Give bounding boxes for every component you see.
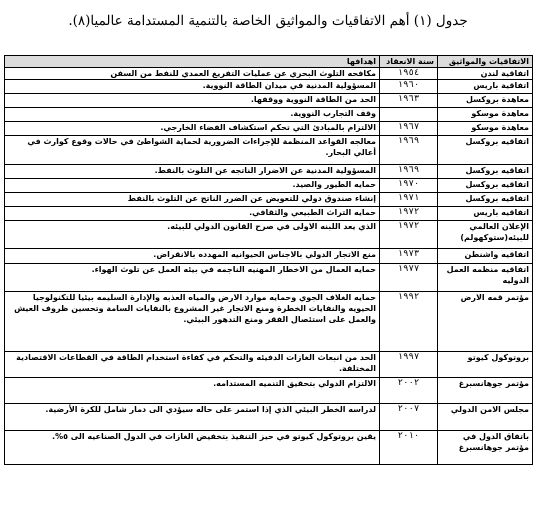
table-row [5,122,533,136]
cell-objectives: لدراسه الخطر البيئي الذي إذا استمر على حاله سيؤدي الى دمار شامل للكرة الأرضية. [5,404,380,431]
cell-agreement: اتفاقيه بروكسل [438,165,533,179]
cell-year: ٢٠٠٧ [380,404,438,431]
cell-agreement: باتفاق الدول في مؤتمر جوهانسبرغ [438,431,533,465]
cell-agreement: معاهدة بروكسل [438,94,533,108]
cell-agreement: معاهدة موسكو [438,108,533,122]
cell-year: ١٩٧٠ [380,179,438,193]
header-objectives: اهدافها [5,56,380,68]
table-row [5,292,533,352]
table-row [5,136,533,165]
table-row [5,94,533,108]
table-row [5,108,533,122]
cell-objectives: الالتزام بالمبادئ التي تحكم استكشاف الفضاء الخارجي. [5,122,380,136]
cell-year [380,108,438,122]
cell-year: ١٩٧٣ [380,249,438,264]
cell-objectives: حمايه العمال من الاخطار المهنيه الناجمه في بيئه العمل عن تلوث الهواء. [5,264,380,292]
cell-year: ١٩٧٢ [380,221,438,249]
cell-agreement: اتفاقيه بروكسل [438,136,533,165]
cell-year: ١٩٦٣ [380,94,438,108]
table-row [5,165,533,179]
cell-objectives: معالجه القواعد المنظمة للإجراءات الضرورية لحماية الشواطئ في حالات وقوع كوارث في أعالي البحار. [5,136,380,165]
table-row [5,404,533,431]
cell-year: ٢٠١٠ [380,431,438,465]
table-row [5,431,533,465]
cell-objectives: حمايه الغلاف الجوي وحمايه موارد الارض والمياه العذبه والإدارة السليمه بيئيا للتكنولوجيا الحيويه والنفايات الخطرة ومنع الاتجار غير المشروع بالنفايات السامة وتحسين ظروف العيش والعمل على استئصال الفقر ومنع التدهور البيئي. [5,292,380,352]
table-row [5,221,533,249]
cell-objectives: إنشاء صندوق دولي للتعويض عن الضرر الناتج عن التلوث بالنفط [5,193,380,207]
table-row [5,80,533,94]
cell-agreement: مؤتمر جوهانسبرغ [438,378,533,404]
cell-year: ١٩٦٩ [380,136,438,165]
table-row [5,352,533,378]
cell-objectives: مكافحه التلوث البحري عن عمليات التفريغ العمدي للنفط من السفن [5,68,380,80]
cell-year: ١٩٦٠ [380,80,438,94]
cell-agreement: الإعلان العالمي للبيئه(ستوكهولم) [438,221,533,249]
cell-year: ٢٠٠٢ [380,378,438,404]
cell-objectives: الحد من الطاقة النووية ووقفها. [5,94,380,108]
cell-year: ١٩٩٧ [380,352,438,378]
agreements-table [4,55,533,465]
cell-agreement: مجلس الامن الدولي [438,404,533,431]
cell-agreement: مؤتمر قمه الارض [438,292,533,352]
table-caption: جدول (١) أهم الاتفاقيات والمواثيق الخاصة بالتنمية المستدامة عالميا(٨). [68,13,468,29]
cell-agreement: اتفاقيه باريس [438,207,533,221]
cell-objectives: حمايه الطيور والصيد. [5,179,380,193]
table-body [5,68,533,465]
cell-agreement: اتفاقيه منظمه العمل الدوليه [438,264,533,292]
cell-objectives: الالتزام الدولي بتحقيق التنميه المستدامه. [5,378,380,404]
cell-objectives: منع الاتجار الدولي بالاجناس الحيوانيه المهدده بالانقراض. [5,249,380,264]
cell-objectives: المسؤولية المدنية عن الاضرار الناتجه عن التلوث بالنفط. [5,165,380,179]
cell-year: ١٩٧٢ [380,207,438,221]
cell-agreement: اتفاقية لندن [438,68,533,80]
cell-year: ١٩٩٢ [380,292,438,352]
table-row [5,179,533,193]
cell-agreement: بروتوكول كيوتو [438,352,533,378]
cell-year: ١٩٧٧ [380,264,438,292]
table-row [5,193,533,207]
cell-objectives: الحد من انبعاث الغازات الدفيئه والتحكم في كفاءة استخدام الطاقة في القطاعات الاقتصادية المختلفة. [5,352,380,378]
cell-objectives: المسؤولية المدنية في ميدان الطاقة النووية. [5,80,380,94]
cell-objectives: يقين بروتوكول كيوتو في حيز التنفيذ بتخفيض الغازات في الدول الصناعيه الى ٥%. [5,431,380,465]
header-year: سنة الانعقاد [380,56,438,68]
cell-year: ١٩٦٩ [380,165,438,179]
table-row [5,264,533,292]
table-row [5,68,533,80]
table-row [5,249,533,264]
cell-year: ١٩٥٤ [380,68,438,80]
cell-agreement: معاهدة موسكو [438,122,533,136]
cell-objectives: وقف التجارب النووية. [5,108,380,122]
cell-agreement: اتفاقية باريس [438,80,533,94]
cell-objectives: حمايه التراث الطبيعي والثقافي. [5,207,380,221]
cell-year: ١٩٧١ [380,193,438,207]
table-header-row [5,56,533,68]
cell-year: ١٩٦٧ [380,122,438,136]
table-row [5,207,533,221]
cell-agreement: اتفاقيه واشنطن [438,249,533,264]
cell-agreement: اتفاقيه بروكسل [438,193,533,207]
cell-agreement: اتفاقيه بروكسل [438,179,533,193]
cell-objectives: الذي يعد اللبنه الاولى في صرح القانون الدولي للبيئه. [5,221,380,249]
header-agreement: الاتفاقيات والمواثيق [438,56,533,68]
table-row [5,378,533,404]
